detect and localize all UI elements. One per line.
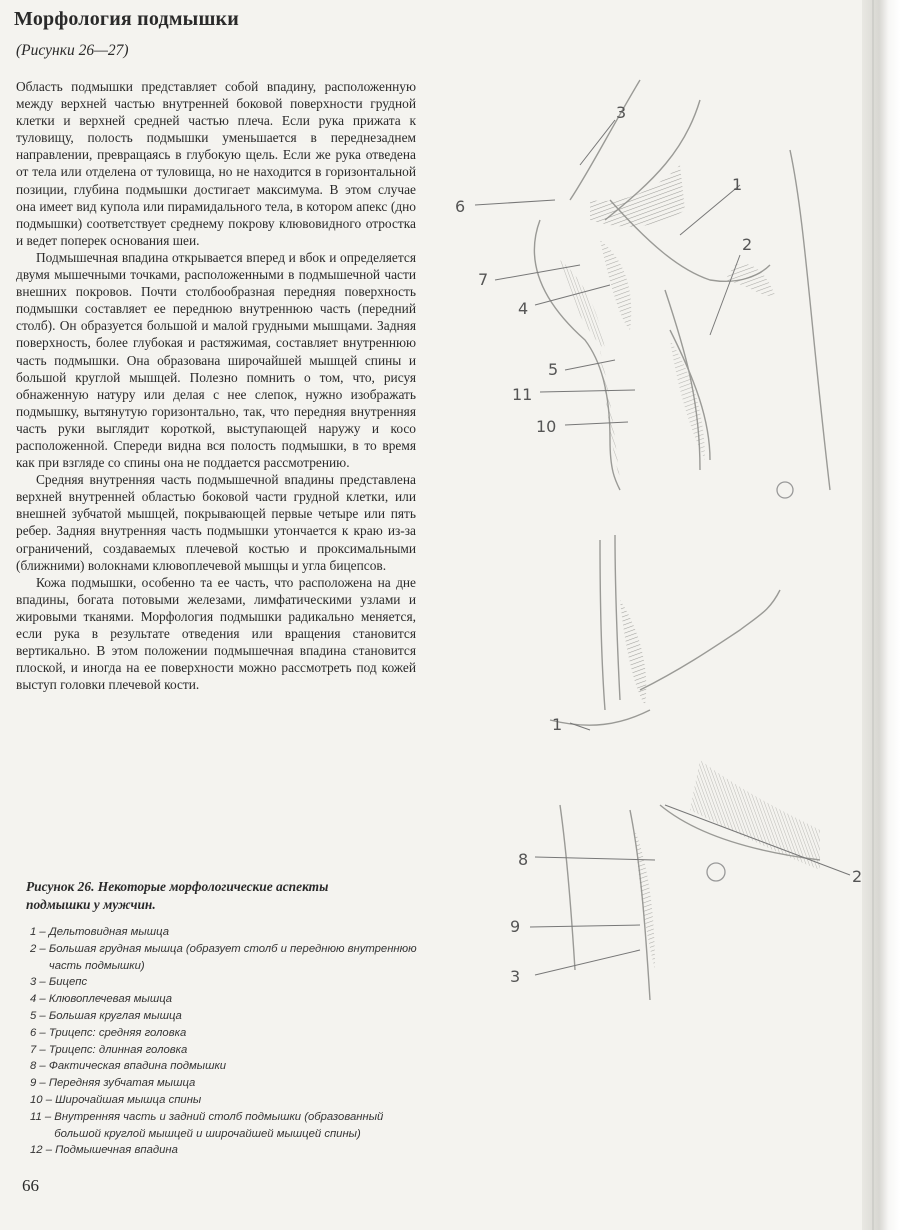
legend-item bbox=[30, 1058, 430, 1075]
spine-divider bbox=[872, 0, 874, 1230]
legend-item bbox=[30, 924, 430, 941]
figure-caption-title: Рисунок 26. Некоторые морфологические аспекты подмышки у мужчин. bbox=[26, 879, 329, 912]
legend-number: 11 – bbox=[30, 1110, 55, 1123]
legend-item bbox=[30, 1008, 430, 1025]
legend-item bbox=[30, 991, 430, 1008]
legend-text: Большая грудная мышца (образует столб и переднюю внутреннюю часть подмышки) bbox=[48, 942, 417, 972]
chest-shading bbox=[690, 760, 820, 870]
legend-number: 12 – bbox=[30, 1144, 56, 1157]
legend-number: 9 – bbox=[30, 1077, 49, 1090]
nipple-mark bbox=[777, 482, 793, 498]
pectoral-shading bbox=[725, 264, 775, 296]
legend-number: 10 – bbox=[30, 1093, 56, 1106]
legend-number: 5 – bbox=[30, 1009, 49, 1022]
label-5-top: 5 bbox=[548, 360, 559, 379]
legend-item bbox=[30, 1109, 430, 1143]
legend-number: 7 – bbox=[30, 1043, 49, 1056]
paragraph: Подмышечная впадина открывается вперед и вбок и определяется двумя мышечными точками, расположенными в подмышечной части внешних покровов. Почти столбообразная передняя поверхность подмышки составляет ее переднюю внутреннюю часть (передний столб). Он образуется большой и малой грудными мышцами. Задняя поверхность, более глубокая и растяжимая, составляет внутреннюю часть подмышки. Она образована широчайшей мышцей спины и большой круглой мышцей. Полезно помнить о том, что, рисуя обнаженную натуру или делая с нее слепок, нужно изображать подмышку, вытянутую горизонтально, так, что передняя внутренняя часть руки выглядит короткой, выступающей наружу и косо расположенной. Спереди видна вся полость подмышки, в то время как при взгляде со спины она не поддается рассмотрению. bbox=[16, 249, 416, 471]
label-2-top: 2 bbox=[742, 235, 753, 254]
body-text bbox=[16, 78, 416, 693]
legend-text: Подмышечная впадина bbox=[55, 1144, 178, 1157]
label-3-top: 3 bbox=[616, 103, 627, 122]
label-10-top: 10 bbox=[536, 417, 557, 436]
legend-number: 6 – bbox=[30, 1026, 49, 1039]
lower-drawing bbox=[550, 535, 820, 1000]
paragraph: Средняя внутренняя часть подмышечной впадины представлена верхней внутренней областью боковой части грудной клетки, или внешней зубчатой мышцей, покрывающей первые четыре или пять ребер. Задняя внутренняя часть подмышки утончается к краю из-за ограничений, создаваемых плечевой костью и проксимальными (ближними) волокнами клювоплечевой мышцы и угла бицепсов. bbox=[16, 472, 416, 573]
label-1-bottom: 1 bbox=[552, 715, 563, 734]
legend-number: 8 – bbox=[30, 1060, 49, 1073]
legend-item bbox=[30, 1142, 430, 1159]
legend-text: Трицепс: длинная головка bbox=[48, 1043, 188, 1056]
legend-number: 2 – bbox=[30, 942, 49, 955]
label-3-bottom: 3 bbox=[510, 967, 521, 986]
legend-number: 3 – bbox=[30, 976, 49, 989]
legend-text: Трицепс: средняя головка bbox=[48, 1026, 187, 1039]
page-title: Морфология подмышки bbox=[14, 8, 239, 30]
teres-shading bbox=[600, 350, 620, 480]
label-7-top: 7 bbox=[478, 270, 489, 289]
label-1-top: 1 bbox=[732, 175, 743, 194]
triceps-shading bbox=[560, 260, 605, 350]
legend-text: Бицепс bbox=[48, 976, 88, 989]
legend-text: Фактическая впадина подмышки bbox=[48, 1060, 227, 1073]
upper-leader-lines bbox=[475, 120, 743, 425]
legend-text: Передняя зубчатая мышца bbox=[48, 1077, 196, 1090]
label-9-bottom: 9 bbox=[510, 917, 521, 936]
legend-number: 4 – bbox=[30, 993, 49, 1006]
axilla-anatomy-illustration bbox=[440, 70, 870, 1030]
nipple-mark-lower bbox=[707, 863, 725, 881]
label-2-bottom: 2 bbox=[852, 867, 863, 886]
legend-item bbox=[30, 1075, 430, 1092]
deltoid-shading bbox=[590, 165, 685, 227]
label-11-top: 11 bbox=[512, 385, 533, 404]
serratus-shading bbox=[635, 830, 655, 970]
legend-text: Широчайшая мышца спины bbox=[55, 1093, 202, 1106]
legend-text: Внутренняя часть и задний столб подмышки (образованный большой круглой мышцей и широчайшей мышцей спины) bbox=[54, 1110, 384, 1140]
figure-reference: (Рисунки 26—27) bbox=[16, 42, 129, 59]
paragraph: Область подмышки представляет собой впадину, расположенную между верхней частью внутренней боковой поверхности грудной клетки и верхней средней частью плеча. Если рука прижата к туловищу, полость подмышки уменьшается в переднезаднем направлении, превращаясь в глубокую щель. Если же рука отведена от тела или отделена от туловища, но не находится в горизонтальной позиции, глубина подмышки достигает максимума. В этом случае она имеет вид купола или пирамидального тела, в котором апекс (дно подмышки) соответствует среднему покрову клювовидного отростка и ведет поперек основания шеи. bbox=[16, 79, 416, 248]
label-6-top: 6 bbox=[455, 197, 466, 216]
page-number: 66 bbox=[22, 1176, 39, 1195]
legend-item bbox=[30, 974, 430, 991]
legend-text: Большая круглая мышца bbox=[48, 1009, 182, 1022]
legend-item bbox=[30, 1042, 430, 1059]
legend-item bbox=[30, 1092, 430, 1109]
biceps-shading bbox=[600, 240, 631, 330]
axilla-hair-shading bbox=[620, 600, 646, 705]
label-4-top: 4 bbox=[518, 299, 529, 318]
paragraph: Кожа подмышки, особенно та ее часть, что расположена на дне впадины, богата потовыми железами, лимфатическими узлами и жировыми тканями. Морфология подмышки радикально меняется, если рука в результате отведения или вращения становится вертикально. В этом положении подмышечная впадина становится плоской, и иногда на ее поверхности можно рассмотреть под кожей выступ головки плечевой кости. bbox=[16, 574, 416, 693]
label-8-bottom: 8 bbox=[518, 850, 529, 869]
legend-text: Дельтовидная мышца bbox=[48, 926, 169, 938]
legend-item bbox=[30, 1025, 430, 1042]
legend-item bbox=[30, 941, 430, 975]
figure-legend bbox=[30, 924, 430, 1159]
legend-number: 1 – bbox=[30, 926, 49, 938]
legend-text: Клювоплечевая мышца bbox=[48, 993, 173, 1006]
